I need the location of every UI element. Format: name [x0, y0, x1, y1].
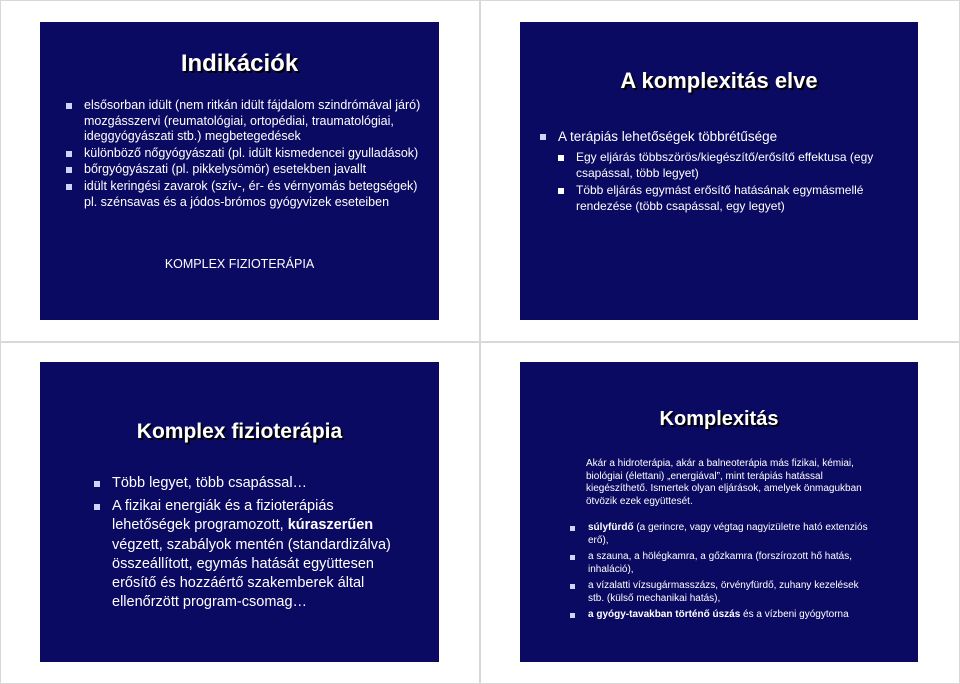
list-item: a vízalatti vízsugármasszázs, örvényfürdő, zuhany kezelések stb. (külső mechanikai hatás), — [566, 580, 876, 605]
square-bullet-icon — [66, 103, 72, 109]
therapy-list — [90, 474, 410, 612]
list-item: Több eljárás egymást erősítő hatásának egymásmellé rendezése (több csapással, egy legyet) — [554, 183, 904, 214]
list-item: A fizikai energiák és a fizioterápiás lehetőségek programozott, kúraszerűen végzett, szabályok mentén (standardizálva) összeállított, egymás hatását együttesen erősítő és hozzáértő szakemberek által ellenőrzött program-csomag… — [90, 497, 410, 612]
square-bullet-icon — [558, 188, 564, 194]
square-bullet-icon — [570, 584, 575, 589]
square-bullet-icon — [570, 555, 575, 560]
indication-list — [62, 98, 422, 210]
square-bullet-icon — [570, 613, 575, 618]
square-bullet-icon — [570, 526, 575, 531]
slide-title: Indikációk — [180, 50, 299, 77]
slide-indikaciok — [40, 22, 439, 320]
slide-footer-text: KOMPLEX FIZIOTERÁPIA — [164, 257, 315, 271]
slide-komplexitas-elve — [520, 22, 918, 320]
list-item: Több legyet, több csapással… — [90, 474, 410, 493]
list-item: különböző nőgyógyászati (pl. idült kismedencei gyulladások) — [62, 146, 422, 162]
square-bullet-icon — [94, 504, 100, 510]
principle-sublist — [554, 150, 904, 214]
slide-komplexitas — [520, 362, 918, 662]
slide-title: Komplexitás — [659, 408, 779, 430]
slide-title: A komplexitás elve — [620, 68, 818, 93]
list-item: bőrgyógyászati (pl. pikkelysömör) esetekben javallt — [62, 162, 422, 178]
list-item: Egy eljárás többszörös/kiegészítő/erősítő effektusa (egy csapással, több legyet) — [554, 150, 904, 181]
list-item: elsősorban idült (nem ritkán idült fájdalom szindrómával járó) mozgásszervi (reumatológiai, ortopédiai, traumatológiai, ideggyógyászati stb.) megbetegedések — [62, 98, 422, 145]
list-item: a gyógy-tavakban történő úszás és a vízbeni gyógytorna — [566, 609, 876, 622]
method-list — [566, 522, 876, 622]
square-bullet-icon — [66, 184, 72, 190]
square-bullet-icon — [540, 134, 546, 140]
principle-list — [536, 128, 906, 145]
list-item: idült keringési zavarok (szív-, ér- és vérnyomás betegségek) pl. szénsavas és a jódos-brómos gyógyvizek eseteiben — [62, 179, 422, 210]
square-bullet-icon — [66, 167, 72, 173]
list-item: A terápiás lehetőségek többrétűsége — [536, 128, 906, 145]
square-bullet-icon — [558, 155, 564, 161]
intro-paragraph: Akár a hidroterápia, akár a balneoterápia más fizikai, kémiai, biológiai (élettani) „energiával”, mint terápiás hatással kiegészíthető. Ismertek olyan eljárások, amelyek önmagukban ötvözik ezek együttesét. — [586, 458, 862, 507]
square-bullet-icon — [66, 151, 72, 157]
slide-title: Komplex fizioterápia — [136, 420, 343, 443]
square-bullet-icon — [94, 481, 100, 487]
list-item: a szauna, a hölégkamra, a gőzkamra (forszírozott hő hatás, inhaláció), — [566, 551, 876, 576]
slide-komplex-fizioterapia — [40, 362, 439, 662]
list-item: súlyfürdő (a gerincre, vagy végtag nagyizületre ható extenziós erő), — [566, 522, 876, 547]
